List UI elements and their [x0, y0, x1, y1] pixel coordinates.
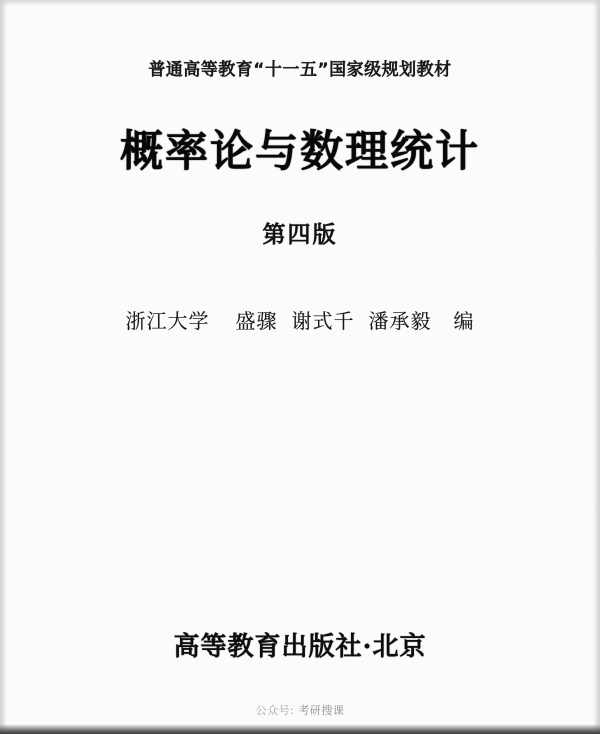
- series-line: 普通高等教育“十一五”国家级规划教材: [148, 60, 452, 80]
- author-role: 编: [453, 309, 475, 333]
- author-name-3: 潘承毅: [368, 309, 432, 333]
- page-edge-bottom: [0, 724, 600, 734]
- publisher-line: 高等教育出版社·北京: [173, 632, 427, 662]
- author-name-1: 盛骤: [235, 309, 278, 333]
- cover-content: [0, 0, 600, 334]
- watermark-name: 考研搜课: [298, 704, 345, 717]
- watermark-tag: 公众号:: [255, 704, 295, 717]
- author-name-2: 谢式千: [291, 309, 355, 333]
- author-organization: 浙江大学: [125, 309, 210, 333]
- book-title: 概率论与数理统计: [120, 127, 480, 177]
- author-line: [0, 305, 600, 334]
- edition-label: 第四版: [262, 222, 338, 248]
- watermark: [0, 702, 600, 718]
